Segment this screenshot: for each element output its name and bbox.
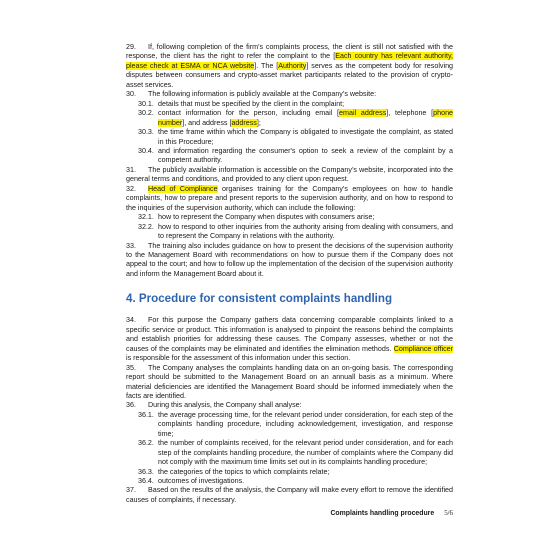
subitem-text: ], telephone [ <box>386 109 434 118</box>
paragraph-text: ] serves as the competent body for resolving disputes between consumers and crypto-asset market participants related to the provision of crypto-asset services. <box>126 61 454 89</box>
paragraph-number: 35. <box>126 363 136 372</box>
paragraph-number: 29. <box>126 43 136 51</box>
subitem-30-3 <box>138 128 453 147</box>
subitem-number: 32.2. <box>138 222 154 231</box>
subitem-36-3 <box>138 468 453 477</box>
subitem-36-1 <box>138 411 453 439</box>
paragraph-35 <box>126 364 453 402</box>
footer-title: Complaints handling procedure <box>330 510 435 517</box>
subitem-30-2 <box>138 109 453 128</box>
paragraph-text: is responsible for the assessment of this information under this section. <box>126 354 351 363</box>
paragraph-text: The training also includes guidance on how to present the decisions of the supervision authority to the Management Board with recommendations on how to pursue them if the Company does not appeal to the court; and how to follow up the implementation of the decision of the supervision authority and inform the Management Board about it. <box>126 241 453 278</box>
paragraph-number: 34. <box>126 316 136 325</box>
paragraph-number: 31. <box>126 165 136 174</box>
subitem-text: the time frame within which the Company is obligated to investigate the complaint, as stated in this Procedure; <box>158 128 453 146</box>
subitem-number: 36.2. <box>138 439 154 448</box>
highlighted-placeholder: phone number <box>158 109 454 127</box>
subitem-number: 32.1. <box>138 213 154 222</box>
paragraph-number: 33. <box>126 241 136 250</box>
paragraph-text: During this analysis, the Company shall analyse: <box>148 401 302 410</box>
highlighted-placeholder: email address <box>339 109 387 118</box>
highlighted-placeholder: Head of Compliance <box>148 184 218 193</box>
paragraph-34 <box>126 316 453 363</box>
subitem-number: 36.3. <box>138 467 154 476</box>
subitem-text: the categories of the topics to which complaints relate; <box>158 467 330 476</box>
section-heading: 4. Procedure for consistent complaints handling <box>126 292 393 306</box>
paragraph-text: For this purpose the Company gathers data concerning comparable complaints linked to a specific service or product. This information is analysed to pinpoint the reasons behind the complaints and establish priorities for addressing these causes. The Company assesses, whether or not the causes of the complaints may be eliminated and identifies the elimination methods. <box>126 316 453 353</box>
subitem-number: 30.3. <box>138 128 154 137</box>
subitem-text: ]; <box>256 118 261 127</box>
subitem-number: 36.1. <box>138 410 154 419</box>
paragraph-text: The Company analyses the complaints handling data on an on-going basis. The corresponding report should be submitted to the Management Board on an annuall basis as a minimum. Where material deficiencies are identified the Management Board should be informed immediately when the facts are identified. <box>126 363 453 400</box>
page-number: 5/6 <box>444 510 453 517</box>
subitem-text: details that must be specified by the client in the complaint; <box>158 99 345 108</box>
paragraph-number: 36. <box>126 401 136 410</box>
paragraph-text: The following information is publicly available at the Company’s website: <box>148 90 377 99</box>
subitem-30-4 <box>138 147 453 166</box>
subitem-text: the average processing time, for the relevant period under consideration, for each step of the complaints handling procedure, including acknowledgement, investigation, and response time; <box>158 410 453 438</box>
paragraph-number: 30. <box>126 90 136 99</box>
paragraph-36 <box>126 401 453 410</box>
paragraph-text: organises training for the Company’s employees on how to handle complaints, how to prepare and present reports to the supervision authority, and on how to respond to the inquiries of the supervision authority, which can include the following: <box>126 184 453 212</box>
subitem-32-1 <box>138 213 453 222</box>
paragraph-text: ]. The [ <box>254 61 279 70</box>
page-footer <box>126 510 453 517</box>
subitem-number: 30.1. <box>138 99 154 108</box>
subitem-36-4 <box>138 477 453 486</box>
subitem-text: how to represent the Company when disputes with consumers arise; <box>158 213 375 222</box>
subitem-text: contact information for the person, including email [ <box>158 109 340 118</box>
subitem-32-2 <box>138 223 453 242</box>
subitem-number: 30.4. <box>138 146 154 155</box>
highlighted-placeholder: Authority <box>278 61 307 70</box>
paragraph-number: 32. <box>126 184 136 193</box>
paragraph-number: 37. <box>126 486 136 495</box>
subitem-number: 30.2. <box>138 109 154 118</box>
paragraph-32 <box>126 185 453 213</box>
subitem-text: how to respond to other inquiries from the authority arising from dealing with consumers, and to represent the Company in relations with the authority. <box>158 222 453 241</box>
paragraph-33 <box>126 242 453 280</box>
paragraph-31 <box>126 166 453 185</box>
subitem-text: the number of complaints received, for the relevant period under consideration, and for each step of the complaints handling procedure, the number of complaints where the Company did not comply with the maximum time limits set out in its complaints handling procedure; <box>158 439 453 467</box>
subitem-36-2 <box>138 439 453 467</box>
subitem-text: and information regarding the consumer's option to seek a review of the complaint by a competent authority. <box>158 146 453 165</box>
subitem-text: ], and address [ <box>182 118 232 127</box>
subitem-text: outcomes of investigations. <box>158 477 245 486</box>
paragraph-text: If, following completion of the firm’s complaints process, the client is still not satisfied with the response, the client has the right to refer the complaint to the [ <box>126 43 453 61</box>
subitem-number: 36.4. <box>138 477 154 486</box>
highlighted-placeholder: address <box>231 118 257 127</box>
paragraph-29 <box>126 43 453 90</box>
paragraph-text: The publicly available information is accessible on the Company’s website, incorporated into the general terms and conditions, and provided to any client upon request. <box>126 165 453 184</box>
paragraph-30 <box>126 90 453 99</box>
highlighted-placeholder: Each country has relevant authority, please check at ESMA or NCA website <box>126 52 453 70</box>
paragraph-text: Based on the results of the analysis, the Company will make every effort to remove the identified causes of complaints, if necessary. <box>126 486 453 504</box>
highlighted-placeholder: Compliance officer <box>393 344 454 353</box>
subitem-30-1 <box>138 100 453 109</box>
paragraph-37 <box>126 486 453 505</box>
